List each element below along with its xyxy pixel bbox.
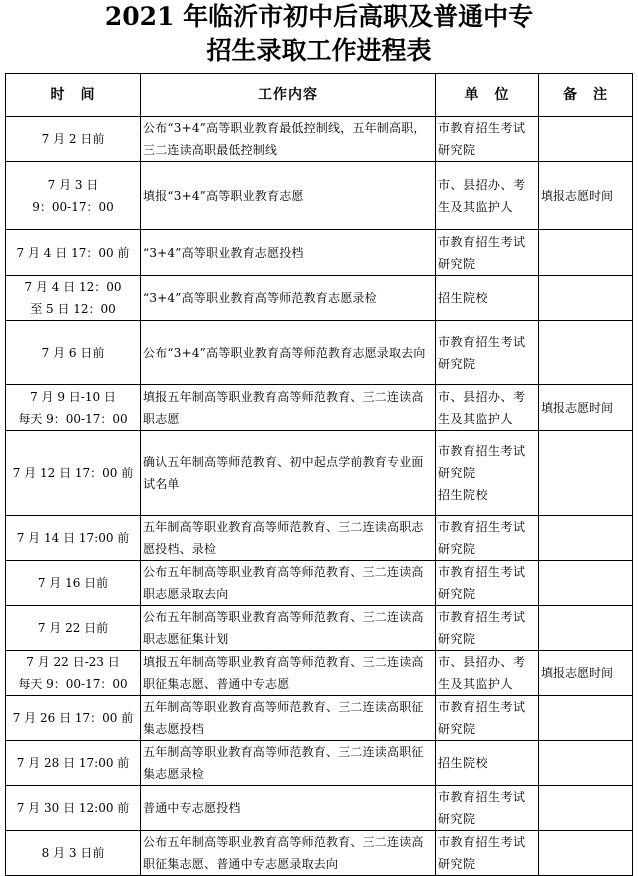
cell-content: 公布五年制高等职业教育高等师范教育、三二连读高职志愿录取去向 (141, 561, 436, 606)
cell-content: 五年制高等职业教育高等师范教育、三二连读高职志愿投档、录检 (141, 516, 436, 561)
cell-content: “3+4”高等职业教育志愿投档 (141, 230, 436, 276)
table-row (6, 385, 633, 431)
page-title-line-1: 2021 年临沂市初中后高职及普通中专 (104, 2, 534, 31)
unit-line: 市教育招生考试 (438, 610, 526, 624)
table-header (6, 74, 633, 117)
table-row (6, 321, 633, 385)
header-time: 时 间 (6, 74, 141, 117)
cell-content: 确认五年制高等师范教育、初中起点学前教育专业面试名单 (141, 431, 436, 516)
table-row (6, 561, 633, 606)
unit-line: 市教育招生考试 (438, 334, 526, 349)
header-unit: 单 位 (436, 74, 539, 117)
table-row (6, 651, 633, 696)
cell-time (6, 385, 141, 431)
unit-line: 市教育招生考试 (438, 520, 526, 534)
table-row (6, 431, 633, 516)
cell-note (539, 786, 633, 831)
table-row (6, 162, 633, 230)
cell-content: 公布“3+4”高等职业教育高等师范教育志愿录取去向 (141, 321, 436, 385)
cell-unit (436, 385, 539, 431)
unit-line: 生及其监护人 (438, 677, 514, 691)
time-line: 每天 9：00-17：00 (18, 411, 128, 426)
unit-line: 市、县招办、考 (438, 655, 526, 669)
cell-note (539, 516, 633, 561)
unit-line: 研究院 (438, 812, 476, 826)
unit-line: 招生院校 (438, 291, 489, 305)
cell-time (6, 431, 141, 516)
cell-time (6, 786, 141, 831)
cell-note (539, 831, 633, 876)
cell-unit (436, 831, 539, 876)
cell-note (539, 431, 633, 516)
cell-content: 普通中专志愿投档 (141, 786, 436, 831)
time-line: 7 月 22 日-23 日 (26, 655, 120, 669)
unit-line: 研究院 (438, 632, 476, 646)
cell-note (539, 606, 633, 651)
cell-time (6, 230, 141, 276)
time-line: 8 月 3 日前 (41, 846, 105, 860)
unit-line: 市教育招生考试 (438, 565, 526, 579)
time-line: 7 月 4 日 17：00 前 (16, 245, 130, 260)
cell-time (6, 831, 141, 876)
cell-note: 填报志愿时间 (539, 162, 633, 230)
cell-note (539, 741, 633, 786)
cell-content: “3+4”高等职业教育高等师范教育志愿录检 (141, 276, 436, 321)
header-content: 工作内容 (141, 74, 436, 117)
unit-line: 生及其监护人 (438, 199, 514, 214)
unit-line: 市教育招生考试 (438, 234, 526, 249)
cell-note (539, 117, 633, 162)
time-line: 7 月 22 日前 (37, 621, 109, 635)
cell-unit (436, 516, 539, 561)
unit-line: 研究院 (438, 857, 476, 871)
cell-unit (436, 696, 539, 741)
time-line: 7 月 26 日 17：00 前 (12, 711, 134, 725)
unit-line: 研究院 (438, 542, 476, 556)
cell-unit (436, 786, 539, 831)
time-line: 7 月 4 日 12：00 (24, 280, 122, 294)
cell-unit (436, 230, 539, 276)
table-body (6, 117, 633, 876)
time-line: 9：00-17：00 (32, 199, 114, 214)
cell-unit (436, 561, 539, 606)
table-row (6, 741, 633, 786)
unit-line: 研究院 (438, 143, 476, 157)
time-line: 7 月 2 日前 (41, 132, 105, 146)
cell-content: 填报“3+4”高等职业教育志愿 (141, 162, 436, 230)
unit-line: 市、县招办、考 (438, 389, 526, 404)
cell-time (6, 516, 141, 561)
unit-line: 市教育招生考试 (438, 700, 526, 714)
table-row (6, 786, 633, 831)
unit-line: 市教育招生考试 (438, 835, 526, 849)
table-row (6, 606, 633, 651)
cell-unit (436, 606, 539, 651)
cell-content: 五年制高等职业教育高等师范教育、三二连读高职征集志愿录检 (141, 741, 436, 786)
cell-time (6, 321, 141, 385)
table-row (6, 696, 633, 741)
unit-line: 研究院 (438, 587, 476, 601)
cell-time (6, 276, 141, 321)
time-line: 7 月 28 日 17:00 前 (16, 756, 130, 770)
table-row (6, 516, 633, 561)
cell-time (6, 696, 141, 741)
cell-unit (436, 431, 539, 516)
table-row (6, 831, 633, 876)
unit-line: 市、县招办、考 (438, 177, 526, 192)
unit-line: 生及其监护人 (438, 411, 514, 426)
unit-line: 研究院 (438, 256, 476, 271)
cell-note (539, 321, 633, 385)
cell-note: 填报志愿时间 (539, 651, 633, 696)
table-row (6, 230, 633, 276)
cell-note (539, 696, 633, 741)
time-line: 7 月 14 日 17:00 前 (16, 531, 130, 545)
table-row (6, 276, 633, 321)
unit-line: 研究院 (438, 356, 476, 371)
header-row (6, 74, 633, 117)
cell-content: 填报五年制高等职业教育高等师范教育、三二连读高职征集志愿、普通中专志愿 (141, 651, 436, 696)
cell-unit (436, 162, 539, 230)
schedule-table (5, 73, 633, 876)
time-line: 7 月 6 日前 (41, 345, 105, 360)
unit-line: 招生院校 (438, 756, 489, 770)
page-title-line-2: 招生录取工作进程表 (206, 36, 432, 65)
cell-time (6, 162, 141, 230)
time-line: 7 月 16 日前 (37, 576, 109, 590)
cell-note (539, 230, 633, 276)
cell-unit (436, 276, 539, 321)
table-row (6, 117, 633, 162)
cell-unit (436, 117, 539, 162)
cell-unit (436, 651, 539, 696)
unit-line: 市教育招生考试 (438, 121, 526, 135)
time-line: 7 月 3 日 (47, 177, 99, 192)
cell-note: 填报志愿时间 (539, 385, 633, 431)
cell-content: 五年制高等职业教育高等师范教育、三二连读高职征集志愿投档 (141, 696, 436, 741)
cell-time (6, 606, 141, 651)
cell-content: 公布五年制高等职业教育高等师范教育、三二连读高职征集志愿、普通中专志愿录取去向 (141, 831, 436, 876)
cell-content: 公布五年制高等职业教育高等师范教育、三二连读高职志愿征集计划 (141, 606, 436, 651)
time-line: 7 月 9 日-10 日 (30, 389, 116, 404)
cell-unit (436, 321, 539, 385)
unit-line: 研究院 (438, 466, 476, 480)
unit-line: 招生院校 (438, 488, 489, 502)
cell-time (6, 651, 141, 696)
time-line: 7 月 12 日 17：00 前 (12, 466, 134, 480)
time-line: 每天 9：00-17：00 (18, 677, 128, 691)
cell-time (6, 741, 141, 786)
unit-line: 市教育招生考试 (438, 444, 526, 458)
header-note: 备 注 (539, 74, 633, 117)
time-line: 至 5 日 12：00 (30, 302, 116, 316)
cell-time (6, 117, 141, 162)
cell-note (539, 561, 633, 606)
unit-line: 市教育招生考试 (438, 790, 526, 804)
cell-content: 填报五年制高等职业教育高等师范教育、三二连读高职志愿 (141, 385, 436, 431)
cell-time (6, 561, 141, 606)
cell-unit (436, 741, 539, 786)
cell-content: 公布“3+4”高等职业教育最低控制线，五年制高职，三二连读高职最低控制线 (141, 117, 436, 162)
cell-note (539, 276, 633, 321)
unit-line: 研究院 (438, 722, 476, 736)
time-line: 7 月 30 日 12:00 前 (16, 801, 130, 815)
